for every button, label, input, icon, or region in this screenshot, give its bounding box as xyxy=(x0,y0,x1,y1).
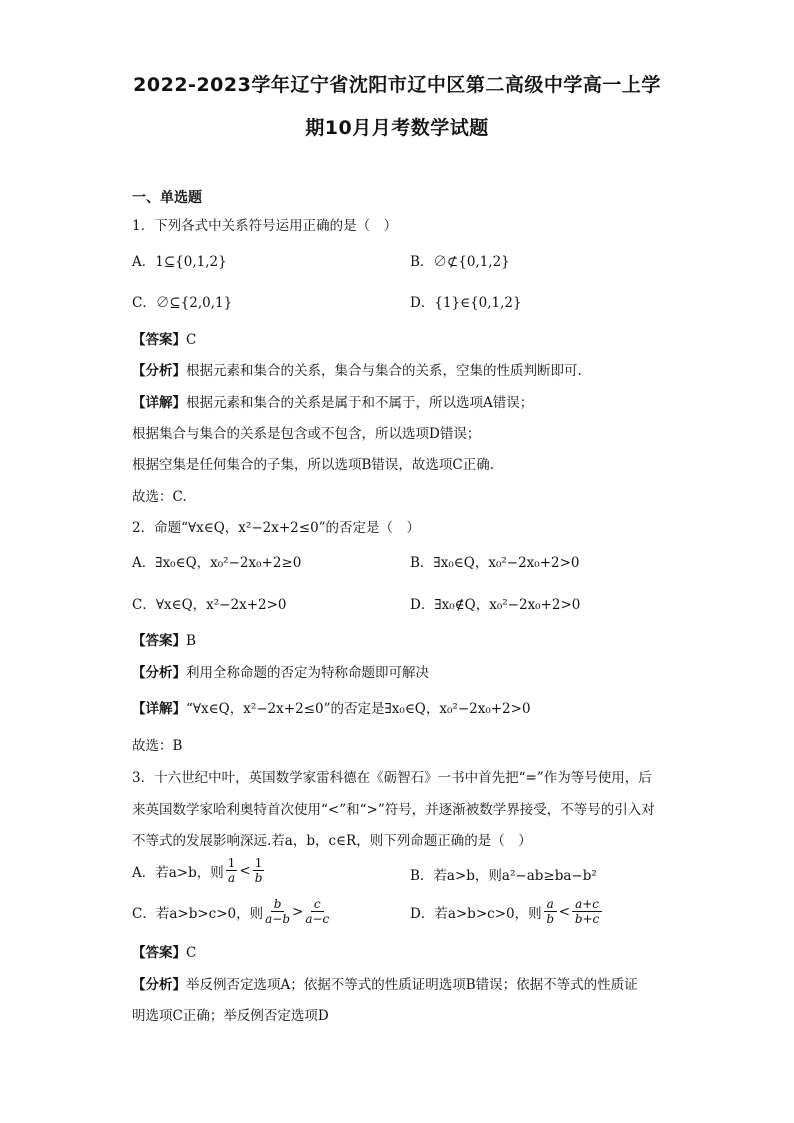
analysis-text: 利用全称命题的否定为特称命题即可解决 xyxy=(186,665,429,681)
q2-option-a: A．∃x₀∈Q，x₀²−2x₀+2≥0 xyxy=(132,555,302,571)
q1-option-b: B．∅⊄{0,1,2} xyxy=(410,254,510,270)
q1-detail-line-3: 根据空集是任何集合的子集，所以选项B错误，故选项C正确. xyxy=(132,457,495,473)
analysis-tag: 【分析】 xyxy=(132,363,186,379)
relation: < xyxy=(558,903,571,920)
section-heading: 一、单选题 xyxy=(132,190,202,206)
detail-tag: 【详解】 xyxy=(132,395,186,411)
q1-option-a: A．1⊆{0,1,2} xyxy=(132,254,227,270)
q3-option-a xyxy=(132,856,266,885)
fraction xyxy=(226,856,238,885)
q3-option-b: B．若a>b，则a²−ab≥ba−b² xyxy=(410,868,597,884)
fraction xyxy=(305,897,329,926)
q1-stem: 1．下列各式中关系符号运用正确的是（ ） xyxy=(132,218,398,234)
denominator: a xyxy=(228,871,236,885)
q3-answer xyxy=(132,941,196,961)
answer-value: C xyxy=(186,332,197,348)
option-prefix: D．若a>b>c>0，则 xyxy=(410,905,542,922)
q2-option-c: C．∀x∈Q，x²−2x+2>0 xyxy=(132,597,287,613)
numerator: c xyxy=(311,897,324,912)
fraction xyxy=(253,856,265,885)
option-prefix: A．若a>b，则 xyxy=(132,864,224,881)
fraction xyxy=(544,897,557,926)
doc-title-line-2: 期10月月考数学试题 xyxy=(305,117,489,139)
q2-final: 故选：B xyxy=(132,738,183,754)
q2-answer xyxy=(132,629,196,649)
q2-analysis xyxy=(132,661,429,681)
option-prefix: C．若a>b>c>0，则 xyxy=(132,905,264,922)
detail-text: “∀x∈Q，x²−2x+2≤0”的否定是∃x₀∈Q，x₀²−2x₀+2>0 xyxy=(186,701,531,717)
doc-title-line-1: 2022-2023学年辽宁省沈阳市辽中区第二高级中学高一上学 xyxy=(133,74,661,96)
fraction xyxy=(265,897,290,926)
q3-option-d xyxy=(410,897,604,926)
fraction xyxy=(572,897,602,926)
q3-stem-line-2: 来英国数学家哈利奥特首次使用“<”和“>”符号，并逐渐被数学界接受，不等号的引入对 xyxy=(132,802,655,818)
q2-option-d: D．∃x₀∉Q，x₀²−2x₀+2>0 xyxy=(410,597,581,613)
numerator: a xyxy=(544,897,557,912)
q2-option-b: B．∃x₀∈Q，x₀²−2x₀+2>0 xyxy=(410,555,580,571)
analysis-tag: 【分析】 xyxy=(132,665,186,681)
q1-option-c: C．∅⊆{2,0,1} xyxy=(132,295,233,311)
analysis-tag: 【分析】 xyxy=(132,977,186,993)
q2-stem: 2．命题“∀x∈Q，x²−2x+2≤0”的否定是（ ） xyxy=(132,520,421,536)
numerator: 1 xyxy=(254,856,263,870)
denominator: b xyxy=(254,871,263,885)
q3-option-c xyxy=(132,897,331,926)
q1-option-d: D．{1}∈{0,1,2} xyxy=(410,295,522,311)
denominator: a−c xyxy=(305,912,330,926)
detail-tag: 【详解】 xyxy=(132,701,186,717)
numerator: b xyxy=(271,897,285,912)
analysis-text: 根据元素和集合的关系，集合与集合的关系，空集的性质判断即可. xyxy=(186,363,582,379)
analysis-text: 举反例否定选项A；依据不等式的性质证明选项B错误；依据不等式的性质证 xyxy=(186,977,638,993)
q3-analysis xyxy=(132,973,638,993)
relation: < xyxy=(239,862,251,879)
q1-answer xyxy=(132,328,196,348)
denominator: a−b xyxy=(265,912,290,926)
answer-tag: 【答案】 xyxy=(132,332,186,348)
numerator: 1 xyxy=(227,856,236,870)
answer-value: C xyxy=(186,945,197,961)
q3-stem-line-1: 3．十六世纪中叶，英国数学家雷科德在《砺智石》一书中首先把“=”作为等号使用，后 xyxy=(132,770,652,786)
answer-tag: 【答案】 xyxy=(132,633,186,649)
answer-value: B xyxy=(186,633,196,649)
answer-tag: 【答案】 xyxy=(132,945,186,961)
detail-text: 根据元素和集合的关系是属于和不属于，所以选项A错误； xyxy=(186,395,534,411)
q1-detail-line-2: 根据集合与集合的关系是包含或不包含，所以选项D错误； xyxy=(132,426,481,442)
q1-analysis xyxy=(132,359,582,379)
denominator: b+c xyxy=(574,912,600,926)
q1-detail xyxy=(132,391,533,411)
q2-detail xyxy=(132,697,531,717)
q1-final: 故选：C. xyxy=(132,489,187,505)
numerator: a+c xyxy=(572,897,602,912)
denominator: b xyxy=(546,912,555,926)
relation: > xyxy=(292,903,304,920)
q3-analysis-line-2: 明选项C正确；举反例否定选项D xyxy=(132,1008,329,1024)
q3-stem-line-3: 不等式的发展影响深远.若a，b，c∈R，则下列命题正确的是（ ） xyxy=(132,833,532,849)
